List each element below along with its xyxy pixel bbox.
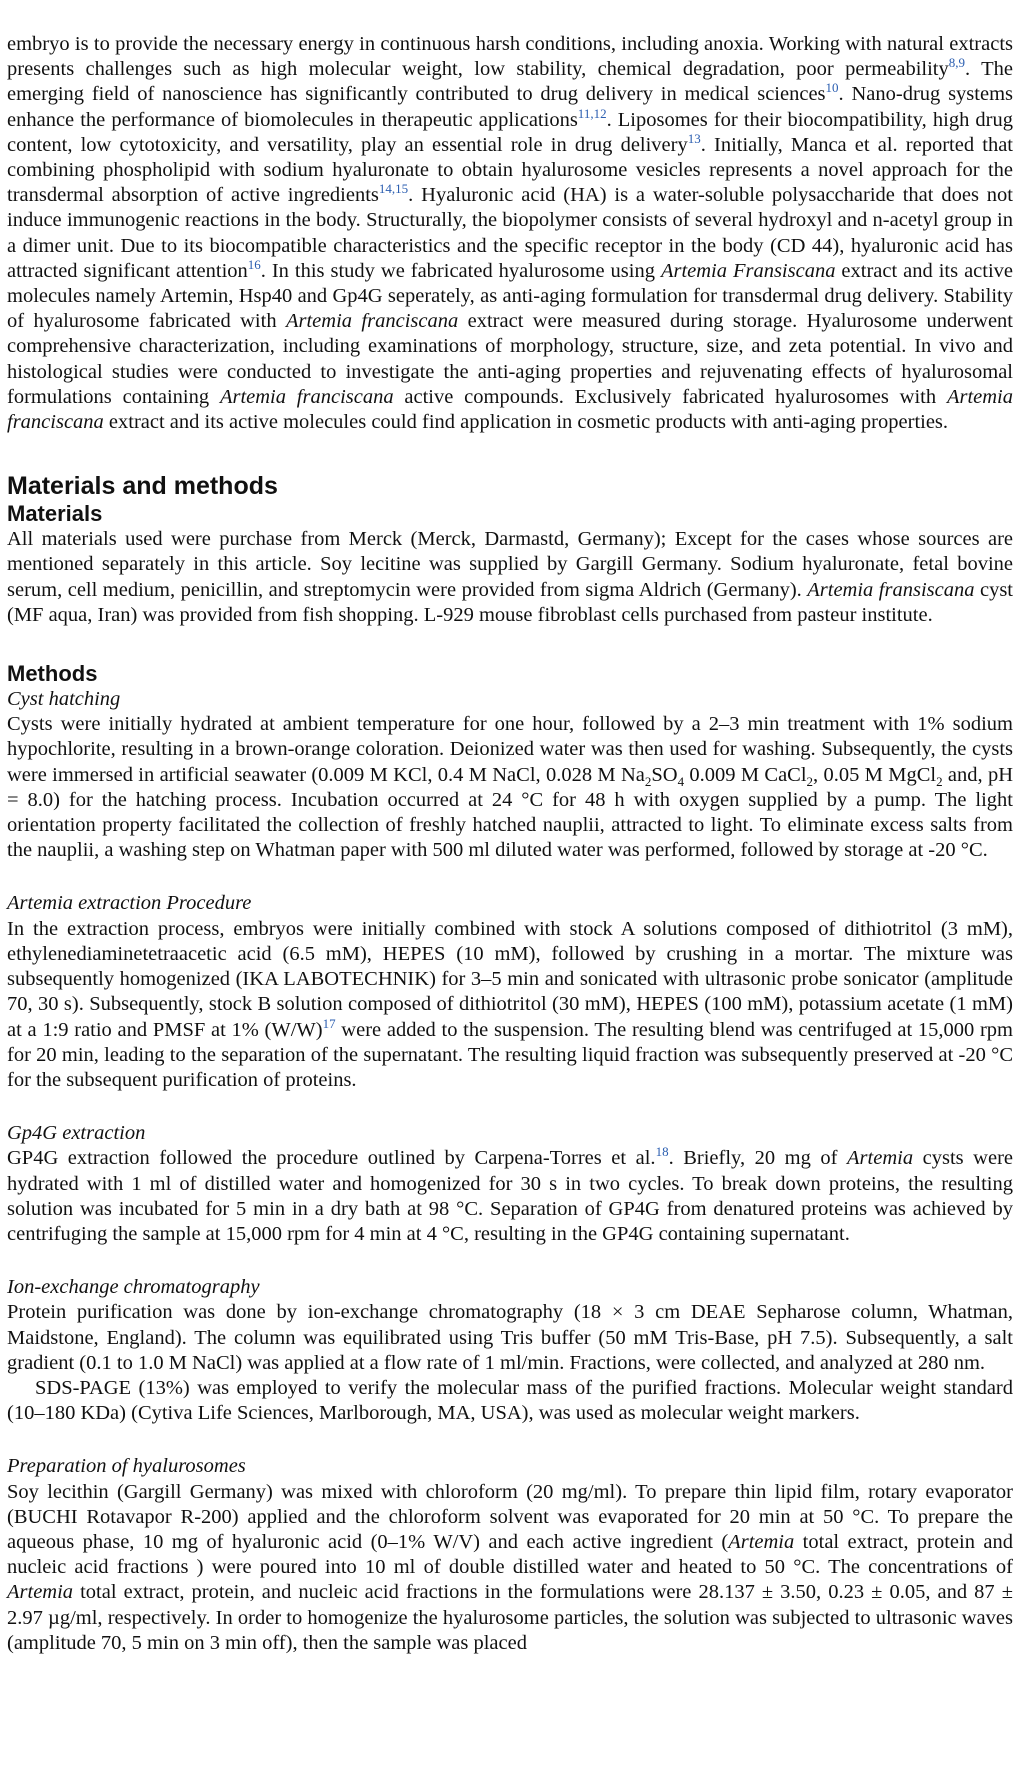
citation-ref[interactable]: 14,15 <box>378 181 409 197</box>
introduction-continued <box>7 32 1013 435</box>
citation-ref[interactable]: 11,12 <box>577 105 607 121</box>
citation-ref[interactable]: 18 <box>655 1144 669 1160</box>
materials-paragraph: All materials used were purchase from Merck (Merck, Darmastd, Germany); Except for the cases whose sources are mentioned separately in this article. Soy lecitine was supplied by Gargill Germany. Sodium hyaluronate, fetal bovine serum, cell medium, penicillin, and streptomycin were provided from sigma Aldrich (Germany). Artemia fransiscana cyst (MF aqua, Iran) was provided from fish shopping. L-929 mouse fibroblast cells purchased from pasteur institute. <box>7 528 1013 626</box>
method-paragraph: GP4G extraction followed the procedure outlined by Carpena-Torres et al.$^{18}$. Briefly, 20 mg of Artemia cysts were hydrated with 1 ml of distilled water and homogenized for 30 s in two cycles. To break down proteins, the resulting solution was incubated for 5 min in a dry bath at 98 °C. Separation of GP4G from denatured proteins was achieved by centrifuging the sample at 15,000 rpm for 4 min at 4 °C, resulting in the GP4G containing supernatant. <box>7 1144 1013 1245</box>
citation-ref[interactable]: 8,9 <box>948 55 965 71</box>
method-title: Ion-exchange chromatography <box>7 1276 260 1299</box>
citation-ref[interactable]: 10 <box>825 80 839 96</box>
method-paragraph: Protein purification was done by ion-exchange chromatography (18 × 3 cm DEAE Sepharose column, Whatman, Maidstone, England). The column was equilibrated using Tris buffer (50 mM Tris-Base, pH 7.5). Subsequently, a salt gradient (0.1 to 1.0 M NaCl) was applied at a flow rate of 1 ml/min. Fractions, were collected, and analyzed at 280 nm. <box>7 1301 1013 1374</box>
section-heading: Materials and methods <box>7 472 278 501</box>
method-hyalurosomes <box>7 1454 1013 1656</box>
method-title: Artemia extraction Procedure <box>7 892 252 915</box>
method-paragraph: Soy lecithin (Gargill Germany) was mixed with chloroform (20 mg/ml). To prepare thin lipid film, rotary evaporator (BUCHI Rotavapor R-200) applied and the chloroform solvent was evaporated for 20 min at 50 °C. To prepare the aqueous phase, 10 mg of hyaluronic acid (0–1% W/V) and each active ingredient (Artemia total extract, protein and nucleic acid fractions ) were poured into 10 ml of double distilled water and heated to 50 °C. The concentrations of Artemia total extract, protein, and nucleic acid fractions in the formulations were 28.137 ± 3.50, 0.23 ± 0.05, and 87 ± 2.97 µg/ml, respectively. In order to homogenize the hyalurosome particles, the solution was subjected to ultrasonic waves (amplitude 70, 5 min on 3 min off), then the sample was placed <box>7 1480 1013 1654</box>
method-cyst-hatching <box>7 687 1013 863</box>
subsection-heading-methods: Methods <box>7 661 98 687</box>
method-title: Cyst hatching <box>7 688 121 711</box>
method-paragraph: Cysts were initially hydrated at ambient temperature for one hour, followed by a 2–3 min treatment with 1% sodium hypochlorite, resulting in a brown-orange coloration. Deionized water was then used for washing. Subsequently, the cysts were immersed in artificial seawater (0.009 M KCl, 0.4 M NaCl, 0.028 M $Na_2SO_4$ 0.009 M CaCl$_2$, 0.05 M MgCl$_2$ and, pH = 8.0) for the hatching process. Incubation occurred at 24 °C for 48 h with oxygen supplied by a pump. The light orientation property facilitated the collection of freshly hatched nauplii, attracted to light. To eliminate excess salts from the nauplii, a washing step on Whatman paper with 500 ml diluted water was performed, followed by storage at -20 °C. <box>7 713 1013 862</box>
method-paragraph: In the extraction process, embryos were initially combined with stock A solutions composed of dithiotritol (3 mM), ethylenediaminetetraacetic acid (6.5 mM), HEPES (10 mM), followed by crushing in a mortar. The mixture was subsequently homogenized (IKA LABOTECHNIK) for 3–5 min and sonicated with ultrasonic probe sonicator (amplitude 70, 30 s). Subsequently, stock B solution composed of dithiotritol (30 mM), HEPES (100 mM), potassium acetate (1 mM) at a 1:9 ratio and PMSF at 1% (W/W)$^{17}$ were added to the suspension. The resulting blend was centrifuged at 15,000 rpm for 20 min, leading to the separation of the supernatant. The resulting liquid fraction was subsequently preserved at -20 °C for the subsequent purification of proteins. <box>7 917 1013 1091</box>
citation-ref[interactable]: 13 <box>687 130 701 146</box>
method-gp4g-extraction <box>7 1121 1013 1247</box>
intro-paragraph: embryo is to provide the necessary energy in continuous harsh conditions, including anoxia. Working with natural extracts presents challenges such as high molecular weight, low stability, chemical degradation, poor permeability$^{8,9}$. The emerging field of nanoscience has significantly contributed to drug delivery in medical sciences$^{10}$. Nano-drug systems enhance the performance of biomolecules in therapeutic applications$^{11,12}$. Liposomes for their biocompatibility, high drug content, low cytotoxicity, and versatility, play an essential role in drug delivery$^{13}$. Initially, Manca et al. reported that combining phospholipid with sodium hyaluronate to obtain hyalurosome vesicles represents a novel approach for the transdermal absorption of active ingredients$^{14,15}$. Hyaluronic acid (HA) is a water-soluble polysaccharide that does not induce immunogenic reactions in the body. Structurally, the biopolymer consists of several hydroxyl and n-acetyl group in a dimer unit. Due to its biocompatible characteristics and the specific receptor in the body (CD 44), hyaluronic acid has attracted significant attention$^{16}$. In this study we fabricated hyalurosome using Artemia Fransiscana extract and its active molecules namely Artemin, Hsp40 and Gp4G seperately, as anti-aging formulation for transdermal drug delivery. Stability of hyalurosome fabricated with Artemia franciscana extract were measured during storage. Hyalurosome underwent comprehensive characterization, including examinations of morphology, structure, size, and zeta potential. In vivo and histological studies were conducted to investigate the anti-aging properties and rejuvenating effects of hyalurosomal formulations containing Artemia franciscana active compounds. Exclusively fabricated hyalurosomes with Artemia franciscana extract and its active molecules could find application in cosmetic products with anti-aging properties. <box>7 33 1014 434</box>
method-ion-exchange <box>7 1275 1013 1426</box>
method-title: Gp4G extraction <box>7 1122 146 1145</box>
citation-ref[interactable]: 17 <box>322 1015 336 1031</box>
subsection-heading-materials: Materials <box>7 501 103 527</box>
citation-ref[interactable]: 16 <box>247 257 261 272</box>
method-paragraph: SDS-PAGE (13%) was employed to verify the molecular mass of the purified fractions. Molecular weight standard (10–180 KDa) (Cytiva Life Sciences, Marlborough, MA, USA), was used as molecular weight markers. <box>7 1376 1013 1425</box>
method-title: Preparation of hyalurosomes <box>7 1455 246 1478</box>
method-artemia-extraction <box>7 891 1013 1093</box>
